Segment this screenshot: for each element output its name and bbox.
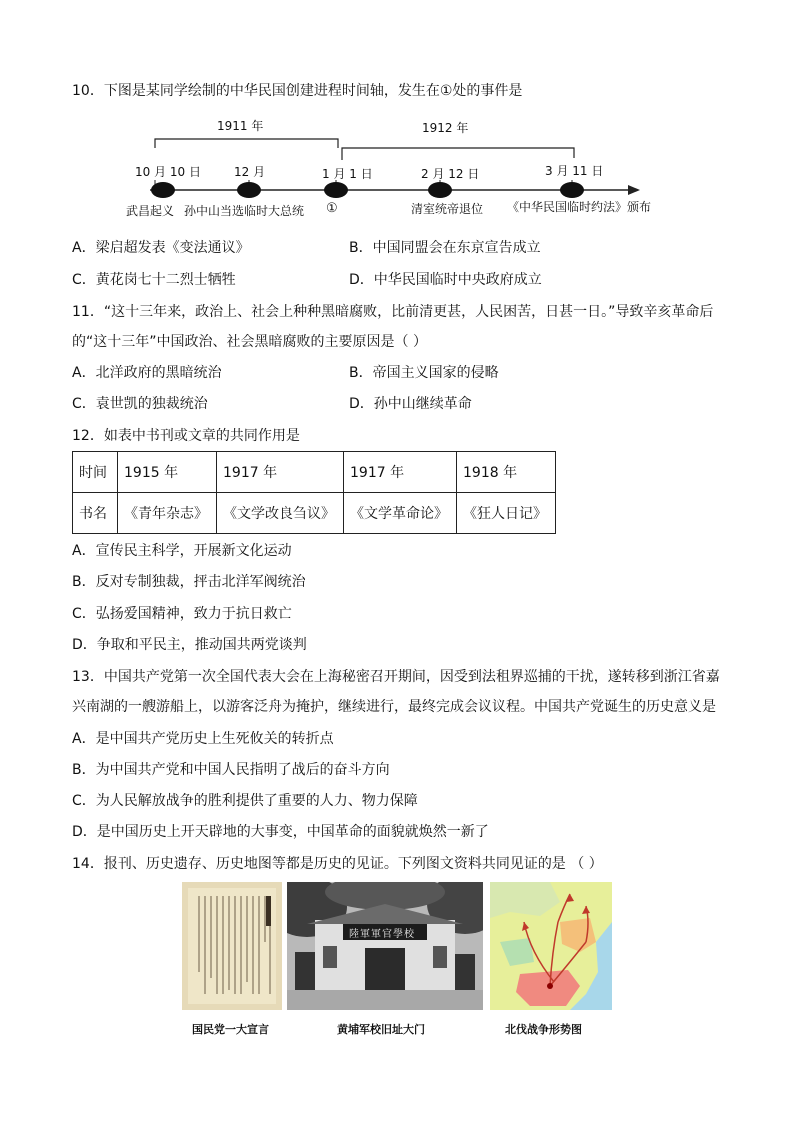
q10-option-b[interactable]: B．中国同盟会在东京宣告成立 bbox=[349, 240, 541, 256]
q11-option-a[interactable]: A．北洋政府的黑暗统治 bbox=[72, 365, 222, 381]
table-cell: 《文学革命论》 bbox=[344, 493, 457, 534]
q13-option-a[interactable]: A．是中国共产党历史上生死攸关的转折点 bbox=[72, 731, 334, 747]
table-cell: 时间 bbox=[73, 452, 118, 493]
table-cell: 1915 年 bbox=[118, 452, 217, 493]
table-cell: 1917 年 bbox=[344, 452, 457, 493]
books-table bbox=[72, 451, 556, 534]
table-cell: 书名 bbox=[73, 493, 118, 534]
q13-stem-line1: 13．中国共产党第一次全国代表大会在上海秘密召开期间，因受到法租界巡捕的干扰，遂转移到浙江省嘉 bbox=[72, 669, 720, 685]
timeline bbox=[0, 0, 794, 230]
bracket-1912 bbox=[342, 148, 574, 160]
q10-option-c[interactable]: C．黄花岗七十二烈士牺牲 bbox=[72, 272, 236, 288]
q12-option-d[interactable]: D．争取和平民主，推动国共两党谈判 bbox=[72, 637, 307, 653]
dot-5 bbox=[560, 182, 584, 198]
caption-whampoa: 黄埔军校旧址大门 bbox=[337, 1023, 425, 1036]
table-cell: 《文学改良刍议》 bbox=[217, 493, 344, 534]
q10-option-d[interactable]: D．中华民国临时中央政府成立 bbox=[349, 272, 542, 288]
q10-stem: 10．下图是某同学绘制的中华民国创建进程时间轴，发生在①处的事件是 bbox=[72, 83, 523, 99]
q11-option-b[interactable]: B．帝国主义国家的侵略 bbox=[349, 365, 499, 381]
event-2: 孙中山当选临时大总统 bbox=[184, 204, 305, 218]
map-icon bbox=[490, 882, 612, 1010]
caption-manifesto: 国民党一大宣言 bbox=[192, 1023, 269, 1036]
event-4: 清室统帝退位 bbox=[411, 202, 484, 216]
q12-option-b[interactable]: B．反对专制独裁，抨击北洋军阀统治 bbox=[72, 574, 306, 590]
table-row bbox=[73, 452, 556, 493]
date-3: 1 月 1 日 bbox=[322, 167, 373, 181]
date-4: 2 月 12 日 bbox=[421, 167, 480, 181]
year-1911: 1911 年 bbox=[217, 119, 264, 133]
dot-1 bbox=[151, 182, 175, 198]
q14-stem: 14．报刊、历史遗存、历史地图等都是历史的见证。下列图文资料共同见证的是 （ ） bbox=[72, 856, 603, 872]
expedition-map-image bbox=[490, 882, 612, 1010]
date-1: 10 月 10 日 bbox=[135, 165, 201, 179]
event-3: ① bbox=[326, 201, 338, 216]
table-cell: 1917 年 bbox=[217, 452, 344, 493]
date-2: 12 月 bbox=[234, 165, 266, 179]
table-cell: 《青年杂志》 bbox=[118, 493, 217, 534]
dot-3 bbox=[324, 182, 348, 198]
gate-building-icon bbox=[287, 882, 483, 1010]
event-5: 《中华民国临时约法》颁布 bbox=[507, 200, 652, 214]
manifesto-document-icon bbox=[182, 882, 282, 1010]
date-5: 3 月 11 日 bbox=[545, 164, 604, 178]
whampoa-gate-image bbox=[287, 882, 483, 1010]
q12-stem: 12．如表中书刊或文章的共同作用是 bbox=[72, 428, 300, 444]
table-cell: 1918 年 bbox=[457, 452, 556, 493]
bracket-1911 bbox=[155, 139, 338, 148]
table-row bbox=[73, 493, 556, 534]
q13-option-b[interactable]: B．为中国共产党和中国人民指明了战后的奋斗方向 bbox=[72, 762, 390, 778]
q11-stem-line2: 的“这十三年”中国政治、社会黑暗腐败的主要原因是（ ） bbox=[72, 334, 427, 350]
dot-4 bbox=[428, 182, 452, 198]
gate-sign: 陸軍軍官學校 bbox=[349, 929, 415, 940]
q11-option-d[interactable]: D．孙中山继续革命 bbox=[349, 396, 472, 412]
q12-option-a[interactable]: A．宣传民主科学，开展新文化运动 bbox=[72, 543, 292, 559]
year-1912: 1912 年 bbox=[422, 121, 469, 135]
dot-2 bbox=[237, 182, 261, 198]
q12-option-c[interactable]: C．弘扬爱国精神，致力于抗日救亡 bbox=[72, 606, 292, 622]
q13-option-d[interactable]: D．是中国历史上开天辟地的大事变，中国革命的面貌就焕然一新了 bbox=[72, 824, 489, 840]
q10-option-a[interactable]: A．梁启超发表《变法通议》 bbox=[72, 240, 250, 256]
q11-stem-line1: 11．“这十三年来，政治上、社会上种种黑暗腐败，比前清更甚，人民困苦，日甚一日。”导致辛亥革命后 bbox=[72, 304, 714, 320]
event-1: 武昌起义 bbox=[126, 204, 175, 218]
caption-expedition-map: 北伐战争形势图 bbox=[505, 1023, 582, 1036]
manifesto-image bbox=[182, 882, 282, 1010]
q13-stem-line2: 兴南湖的一艘游船上，以游客泛舟为掩护，继续进行，最终完成会议议程。中国共产党诞生的历史意义是 bbox=[72, 699, 716, 715]
timeline-graphic bbox=[0, 0, 794, 230]
timeline-arrow bbox=[628, 185, 640, 195]
q13-option-c[interactable]: C．为人民解放战争的胜利提供了重要的人力、物力保障 bbox=[72, 793, 418, 809]
q11-option-c[interactable]: C．袁世凯的独裁统治 bbox=[72, 396, 208, 412]
table-cell: 《狂人日记》 bbox=[457, 493, 556, 534]
